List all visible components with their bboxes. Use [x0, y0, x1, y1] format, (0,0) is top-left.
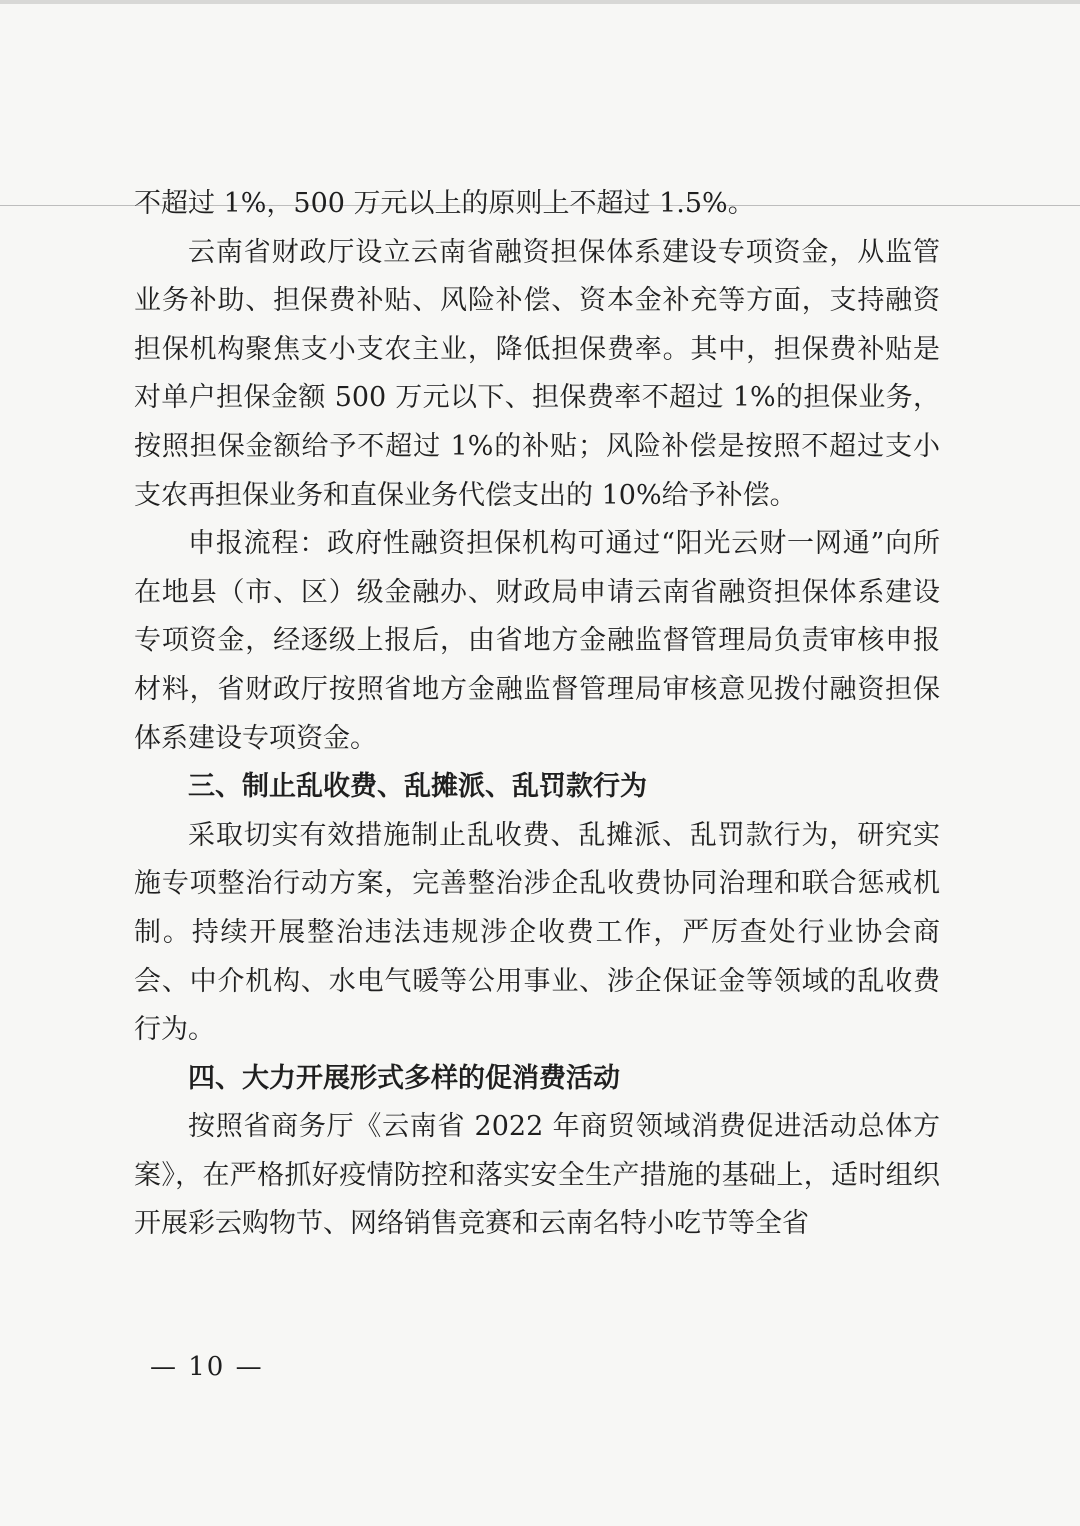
- section-4-heading: 四、大力开展形式多样的促消费活动: [188, 1062, 620, 1094]
- paragraph-process: 申报流程：政府性融资担保机构可通过“阳光云财一网通”向所在地县（市、区）级金融办、财政局申请云南省融资担保体系建设专项资金，经逐级上报后，由省地方金融监督管理局负责审核申报材料，省财政厅按照省地方金融监督管理局审核意见拨付融资担保体系建设专项资金。: [134, 528, 940, 754]
- section-3-body: 采取切实有效措施制止乱收费、乱摊派、乱罚款行为，研究实施专项整治行动方案，完善整治涉企乱收费协同治理和联合惩戒机制。持续开展整治违法违规涉企收费工作，严厉查处行业协会商会、中介机构、水电气暖等公用事业、涉企保证金等领域的乱收费行为。: [134, 819, 940, 1046]
- document-body: [134, 180, 940, 1249]
- section-3-heading: 三、制止乱收费、乱摊派、乱罚款行为: [188, 771, 647, 803]
- section-4-body: 按照省商务厅《云南省 2022 年商贸领域消费促进活动总体方案》，在严格抓好疫情防控和落实安全生产措施的基础上，适时组织开展彩云购物节、网络销售竞赛和云南名特小吃节等全省: [134, 1111, 940, 1240]
- scan-top-edge: [0, 0, 1080, 4]
- paragraph-fund: 云南省财政厅设立云南省融资担保体系建设专项资金，从监管业务补助、担保费补贴、风险补偿、资本金补充等方面，支持融资担保机构聚焦支小支农主业，降低担保费率。其中，担保费补贴是对单户担保金额 500 万元以下、担保费率不超过 1%的担保业务，按照担保金额给予不超过 1%的补贴；风险补偿是按照不超过支小支农再担保业务和直保业务代偿支出的 10%给予补偿。: [134, 236, 940, 511]
- page-number: — 10 —: [150, 1352, 264, 1382]
- continuation-text: 不超过 1%，500 万元以上的原则上不超过 1.5%。: [134, 188, 755, 219]
